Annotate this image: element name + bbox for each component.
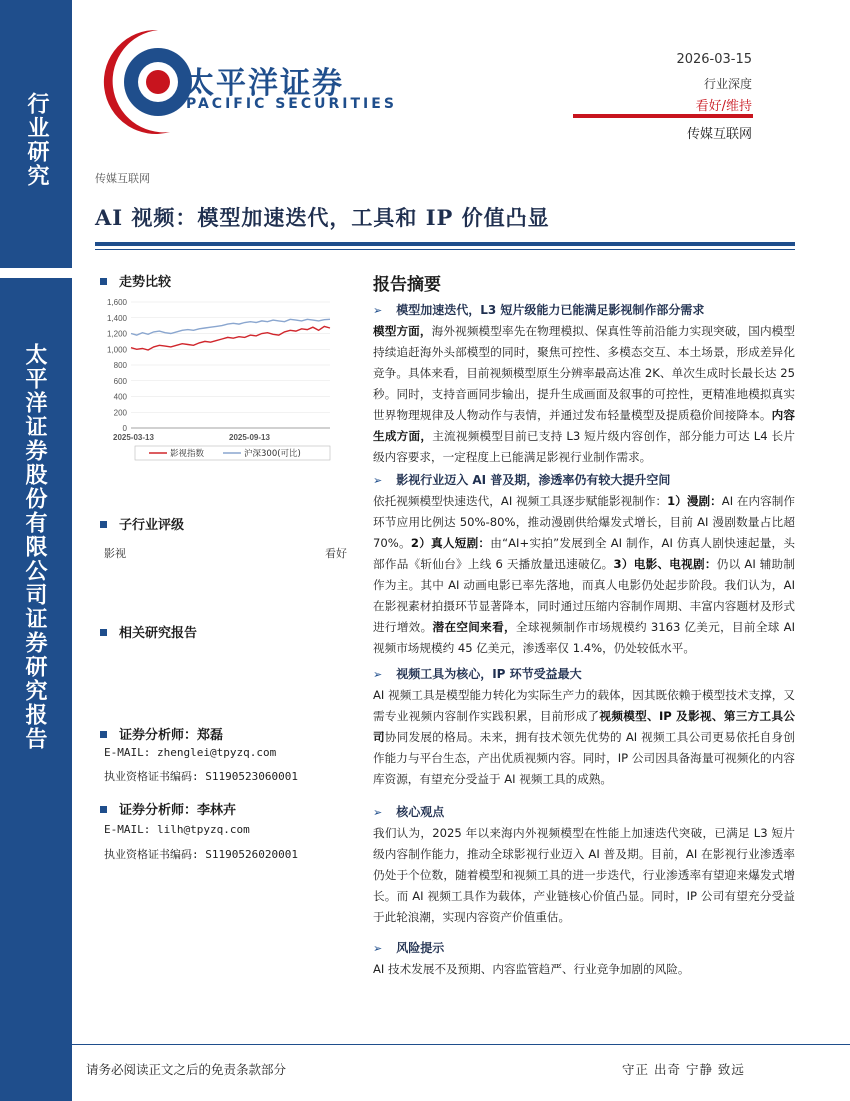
analyst-1-heading: 证券分析师：郑磊 <box>119 728 224 743</box>
sidebar-company: 太平洋证券股份有限公司证券研究报告 <box>22 343 48 751</box>
y-tick-label: 400 <box>113 392 127 402</box>
bullet-square-icon <box>100 629 107 636</box>
y-tick-label: 1,000 <box>106 345 127 355</box>
legend-label-2: 沪深300(可比) <box>244 449 301 459</box>
models-text-1: 海外视频模型率先在物理模拟、保真性等前沿能力实现突破，国内模型持续追赶海外头部模型的同时，聚焦可控性、多模态交互、本土场景，形成差异化竞争。具体来看，目前视频模型原生分辨率最高达准 2K、单次生成时长最长达 25 秒。同时，支持音画同步输出，提升生成画面及叙事的可控性，更精准地模拟真实世界物理规律及人物动作与表情，并通过发布轻量模型及提质稳价间接降本。 <box>373 324 795 422</box>
arrow-icon: ➢ <box>373 942 383 955</box>
section-views-title: 核心观点 <box>396 805 445 819</box>
report-type: 行业深度 <box>703 77 752 91</box>
section-models-body <box>373 321 795 468</box>
analyst-1-cert: 执业资格证书编码: S1190523060001 <box>104 770 298 783</box>
tools-text-1: AI 视频工具是模型能力转化为实际生产力的载体，因其既依赖于模型技术支撑，又需专业视频内容制作实践积累，目前形成了 <box>373 688 795 723</box>
section-film-body <box>373 491 795 659</box>
section-tools-title-row <box>373 664 795 685</box>
arrow-icon: ➢ <box>373 474 383 487</box>
film-bold-2: 2）真人短剧： <box>410 536 491 550</box>
tools-bold-1: 视频模型、IP 及影视、第三方工具公司 <box>373 709 795 744</box>
related-heading: 相关研究报告 <box>119 626 198 641</box>
analyst-2-email: E-MAIL: lilh@tpyzq.com <box>104 823 250 836</box>
section-film <box>373 470 795 659</box>
analyst-1-heading-row <box>100 724 223 743</box>
film-bold-1: 1）漫剧： <box>667 494 722 508</box>
tools-text-2: 协同发展的格局。未来，拥有技术领先优势的 AI 视频工具公司更易依托自身创作能力与平台生态，产出优质视频内容。同时，IP 公司因具备海量可视频化的内容库资源，有望充分受益于 AI 视频工具的成熟。 <box>373 730 795 786</box>
film-text-2: AI 在内容制作环节应用比例达 50%-80%，推动漫剧供给爆发式增长，目前 AI 漫剧数量占比超 70%。 <box>373 494 795 550</box>
arrow-icon: ➢ <box>373 668 383 681</box>
logo-name-cn: 太平洋证券 <box>184 66 344 101</box>
trend-chart <box>95 296 340 466</box>
section-film-title-row <box>373 470 795 491</box>
film-text-1: 依托视频模型快速迭代，AI 视频工具逐步赋能影视制作： <box>373 494 668 508</box>
film-bold-4: 潜在空间来看， <box>432 620 516 634</box>
film-bold-3: 3）电影、电视剧： <box>613 557 717 571</box>
sidebar-category: 行业研究 <box>24 92 50 188</box>
summary-heading: 报告摘要 <box>373 275 441 295</box>
film-text-5: 全球视频制作市场规模约 3163 亿美元，目前全球 AI 视频市场规模约 45 亿美元，渗透率仅 1.4%，仍处较低水平。 <box>373 620 795 655</box>
section-tools-body <box>373 685 795 790</box>
x-tick-label: 2025-03-13 <box>113 433 154 442</box>
film-text-3: 由“AI+实拍”发展到全 AI 制作，AI 仿真人剧快速起量，头部作品《斩仙台》上线 6 天播放量迅速破亿。 <box>373 536 795 571</box>
title-rule-thin <box>95 249 795 250</box>
analyst-2-cert: 执业资格证书编码: S1190526020001 <box>104 848 298 861</box>
sidebar-divider <box>0 268 72 278</box>
section-risks-body: AI 技术发展不及预期、内容监管趋严、行业竞争加剧的风险。 <box>373 962 690 976</box>
y-tick-label: 200 <box>113 408 127 418</box>
footer-rule <box>72 1044 850 1045</box>
bullet-square-icon <box>100 521 107 528</box>
bullet-square-icon <box>100 806 107 813</box>
analyst-2-heading: 证券分析师：李林卉 <box>119 803 237 818</box>
film-text-4: 仍以 AI 辅助制作为主。其中 AI 动画电影已率先落地，而真人电影仍处起步阶段。我们认为，AI 在影视素材拍摄环节显著降本，同时通过压缩内容制作周期、丰富内容题材及形式进行增效。 <box>373 557 795 634</box>
sub-rating-heading: 子行业评级 <box>119 518 185 533</box>
y-tick-label: 600 <box>113 376 127 386</box>
sub-rating-value: 看好 <box>325 547 347 560</box>
section-views-title-row <box>373 802 795 823</box>
section-views <box>373 802 795 928</box>
section-models-title: 模型加速迭代，L3 短片级能力已能满足影视制作部分需求 <box>396 303 705 317</box>
industry-rating: 看好/维持 <box>695 99 752 114</box>
section-views-body: 我们认为，2025 年以来海内外视频模型在性能上加速迭代突破，已满足 L3 短片级内容制作能力，推动全球影视行业迈入 AI 普及期。目前，AI 在影视行业渗透率仍处于个位数，随着模型和视频工具的进一步迭代，行业渗透率有望迎来爆发式增长。而 AI 视频工具作为载体，产业链核心价值凸显。同时，IP 公司有望充分受益于此轮浪潮，实现内容资产价值重估。 <box>373 826 795 924</box>
y-tick-label: 1,400 <box>106 313 127 323</box>
bullet-square-icon <box>100 278 107 285</box>
trend-heading-row <box>100 271 171 290</box>
section-tools-title: 视频工具为核心，IP 环节受益最大 <box>396 667 582 681</box>
analyst-2-heading-row <box>100 799 236 818</box>
report-date: 2026-03-15 <box>676 52 752 67</box>
section-film-title: 影视行业迈入 AI 普及期，渗透率仍有较大提升空间 <box>396 473 671 487</box>
trend-chart-svg <box>95 296 340 466</box>
section-risks-title: 风险提示 <box>396 941 445 955</box>
related-heading-row <box>100 622 197 641</box>
x-tick-label: 2025-09-13 <box>229 433 270 442</box>
sub-rating-heading-row <box>100 514 184 533</box>
y-tick-label: 1,200 <box>106 329 127 339</box>
models-text-2: 主流视频模型目前已支持 L3 短片级内容创作，部分能力可达 L4 长片级内容要求，一定程度上已能满足影视行业制作需求。 <box>373 429 795 464</box>
series-line-2 <box>131 319 330 335</box>
section-models <box>373 300 795 468</box>
section-risks-title-row <box>373 938 795 959</box>
arrow-icon: ➢ <box>373 806 383 819</box>
analyst-1-email: E-MAIL: zhenglei@tpyzq.com <box>104 746 277 759</box>
footer-motto: 守正 出奇 宁静 致远 <box>622 1062 745 1077</box>
bullet-square-icon <box>100 731 107 738</box>
header-industry: 传媒互联网 <box>686 127 752 142</box>
section-risks <box>373 938 795 980</box>
header-red-rule <box>573 114 753 118</box>
footer-disclaimer: 请务必阅读正文之后的免责条款部分 <box>86 1062 287 1077</box>
title-rule <box>95 242 795 246</box>
trend-heading: 走势比较 <box>119 275 172 290</box>
page-title: AI 视频：模型加速迭代，工具和 IP 价值凸显 <box>95 205 550 230</box>
section-tools <box>373 664 795 790</box>
y-tick-label: 800 <box>113 361 127 370</box>
y-tick-label: 0 <box>122 424 127 433</box>
sub-rating-sector: 影视 <box>104 547 126 560</box>
section-models-title-row <box>373 300 795 321</box>
legend-label-1: 影视指数 <box>170 449 205 459</box>
models-bold-1: 模型方面， <box>373 324 432 338</box>
subheader-industry: 传媒互联网 <box>95 172 150 185</box>
logo-name-en: PACIFIC SECURITIES <box>186 96 397 112</box>
series-line-1 <box>131 326 330 350</box>
y-tick-label: 1,600 <box>106 298 127 307</box>
models-bold-2: 内容生成方面， <box>373 408 795 443</box>
arrow-icon: ➢ <box>373 304 383 317</box>
